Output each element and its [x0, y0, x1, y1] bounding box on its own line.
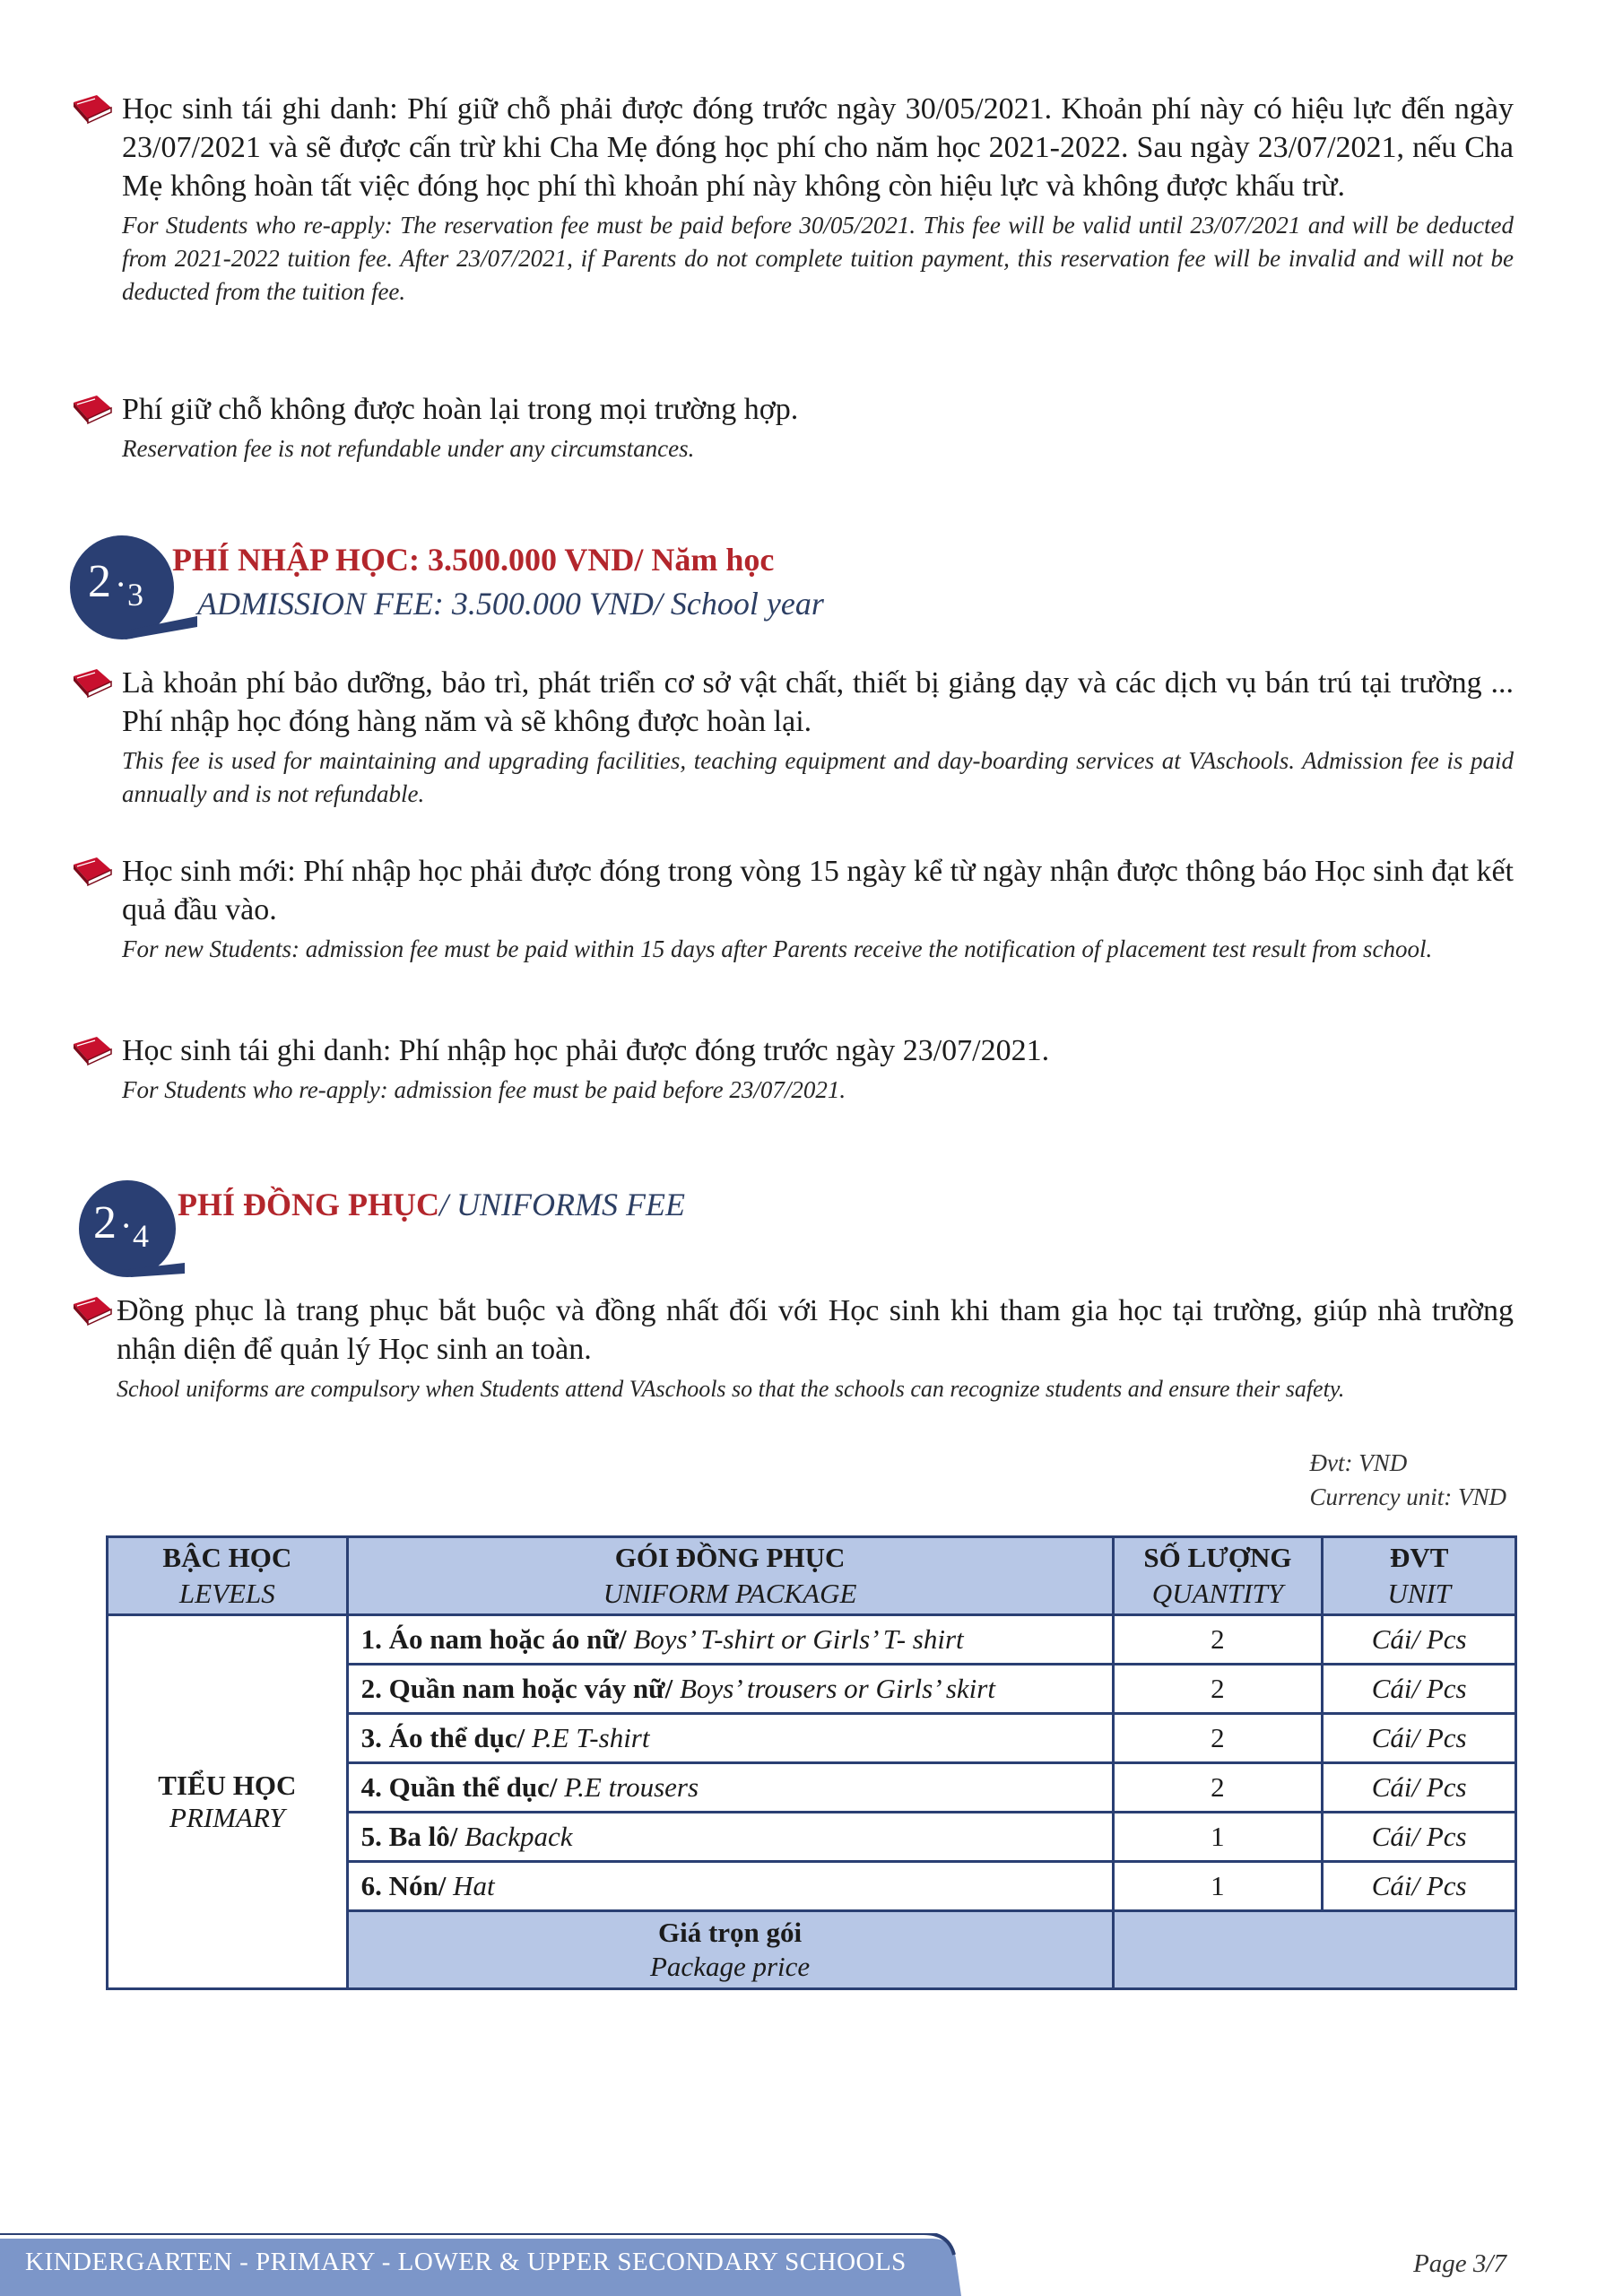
unit-cell: Cái/ Pcs: [1323, 1862, 1516, 1911]
table-header-row: [108, 1537, 1516, 1615]
level-cell-primary: TIỂU HỌC PRIMARY: [108, 1615, 348, 1989]
package-price-value: [1113, 1911, 1515, 1989]
book-icon: [70, 1293, 115, 1327]
book-icon: [70, 665, 115, 700]
badge-main-number: 2: [88, 556, 111, 607]
bullet-reservation-nonrefundable: [70, 390, 1514, 465]
unit-cell: Cái/ Pcs: [1323, 1714, 1516, 1763]
bullet-text-en: For new Students: admission fee must be paid within 15 days after Parents receive the notification of placement test result from school.: [122, 935, 1433, 962]
badge-sub-number: 3: [127, 577, 143, 613]
unit-note-en: Currency unit: VND: [1309, 1483, 1506, 1510]
bullet-text-vi: Là khoản phí bảo dưỡng, bảo trì, phát triển cơ sở vật chất, thiết bị giảng dạy và các dịch vụ bán trú tại trường ... Phí nhập học đóng hàng năm và sẽ không được hoàn lại.: [122, 666, 1514, 738]
footer-school-levels: KINDERGARTEN - PRIMARY - LOWER & UPPER SECONDARY SCHOOLS: [25, 2248, 907, 2276]
uniform-fee-table: [106, 1535, 1517, 1990]
bullet-admission-reapply: [70, 1031, 1514, 1107]
bullet-text-en: This fee is used for maintaining and upgrading facilities, teaching equipment and day-boarding services at VAschools. Admission fee is paid annually and is not refundable.: [122, 747, 1514, 807]
unit-cell: Cái/ Pcs: [1323, 1665, 1516, 1714]
bullet-admission-purpose: [70, 664, 1514, 811]
section-title-en: ADMISSION FEE: 3.500.000 VND/ School year: [197, 586, 824, 622]
item-cell: 2. Quần nam hoặc váy nữ/ Boys’ trousers or Girls’ skirt: [347, 1665, 1113, 1714]
bullet-text-vi: Học sinh mới: Phí nhập học phải được đóng trong vòng 15 ngày kể từ ngày nhận được thông báo Học sinh đạt kết quả đầu vào.: [122, 855, 1514, 926]
item-cell: 3. Áo thể dục/ P.E T-shirt: [347, 1714, 1113, 1763]
quantity-cell: 2: [1113, 1665, 1323, 1714]
table-row: [108, 1615, 1516, 1665]
bullet-text-vi: Đồng phục là trang phục bắt buộc và đồng nhất đối với Học sinh khi tham gia học tại trường, giúp nhà trường nhận diện để quản lý Học sinh an toàn.: [117, 1294, 1514, 1366]
bullet-text-en: For Students who re-apply: The reservation fee must be paid before 30/05/2021. This fee will be valid until 23/07/2021 and will be deducted from 2021-2022 tuition fee. After 23/07/2021, if Parents do not complete tuition payment, this reservation fee will be invalid and will not be deducted from the tuition fee.: [122, 212, 1514, 305]
item-cell: 4. Quần thể dục/ P.E trousers: [347, 1763, 1113, 1813]
package-price-label: Giá trọn gói Package price: [347, 1911, 1113, 1989]
svg-text:·: ·: [120, 1205, 133, 1246]
bullet-uniform-purpose: [70, 1292, 1514, 1405]
header-quantity: SỐ LƯỢNG QUANTITY: [1113, 1537, 1323, 1615]
section-title-vi: PHÍ NHẬP HỌC: 3.500.000 VND/ Năm học: [172, 542, 775, 578]
bullet-admission-new-students: [70, 852, 1514, 966]
svg-text:·: ·: [115, 564, 127, 604]
header-uniform-package: GÓI ĐỒNG PHỤC UNIFORM PACKAGE: [347, 1537, 1113, 1615]
book-icon: [70, 392, 115, 426]
badge-main-number: 2: [93, 1197, 117, 1248]
item-cell: 5. Ba lô/ Backpack: [347, 1813, 1113, 1862]
unit-note-vi: Đvt: VND: [1309, 1449, 1408, 1476]
currency-unit-note: [1310, 1446, 1506, 1514]
quantity-cell: 2: [1113, 1615, 1323, 1665]
page-number: Page 3/7: [1413, 2249, 1506, 2278]
bullet-text-vi: Học sinh tái ghi danh: Phí giữ chỗ phải được đóng trước ngày 30/05/2021. Khoản phí này có hiệu lực đến ngày 23/07/2021 và sẽ được cấn trừ khi Cha Mẹ đóng học phí cho năm học 2021-2022. Sau ngày 23/07/2021, nếu Cha Mẹ không hoàn tất việc đóng học phí thì khoản phí này không còn hiệu lực và không được khấu trừ.: [122, 92, 1514, 203]
unit-cell: Cái/ Pcs: [1323, 1763, 1516, 1813]
bullet-reservation-reapply: [70, 90, 1514, 309]
quantity-cell: 2: [1113, 1714, 1323, 1763]
book-icon: [70, 1033, 115, 1067]
item-cell: 6. Nón/ Hat: [347, 1862, 1113, 1911]
book-icon: [70, 854, 115, 888]
item-cell: 1. Áo nam hoặc áo nữ/ Boys’ T-shirt or Girls’ T- shirt: [347, 1615, 1113, 1665]
section-title: [178, 1186, 685, 1223]
quantity-cell: 1: [1113, 1813, 1323, 1862]
bullet-text-vi: Học sinh tái ghi danh: Phí nhập học phải được đóng trước ngày 23/07/2021.: [122, 1034, 1050, 1067]
unit-cell: Cái/ Pcs: [1323, 1813, 1516, 1862]
bullet-text-en: School uniforms are compulsory when Students attend VAschools so that the schools can recognize students and ensure their safety.: [117, 1376, 1345, 1402]
quantity-cell: 2: [1113, 1763, 1323, 1813]
header-unit: ĐVT UNIT: [1323, 1537, 1516, 1615]
section-title-vi: PHÍ ĐỒNG PHỤC: [178, 1187, 439, 1222]
quantity-cell: 1: [1113, 1862, 1323, 1911]
badge-sub-number: 4: [133, 1218, 149, 1254]
section-title-en: / UNIFORMS FEE: [439, 1187, 685, 1222]
header-levels: BẬC HỌC LEVELS: [108, 1537, 348, 1615]
bullet-text-en: For Students who re-apply: admission fee must be paid before 23/07/2021.: [122, 1076, 846, 1103]
unit-cell: Cái/ Pcs: [1323, 1615, 1516, 1665]
book-icon: [70, 91, 115, 126]
bullet-text-en: Reservation fee is not refundable under any circumstances.: [122, 435, 695, 462]
bullet-text-vi: Phí giữ chỗ không được hoàn lại trong mọi trường hợp.: [122, 393, 799, 426]
